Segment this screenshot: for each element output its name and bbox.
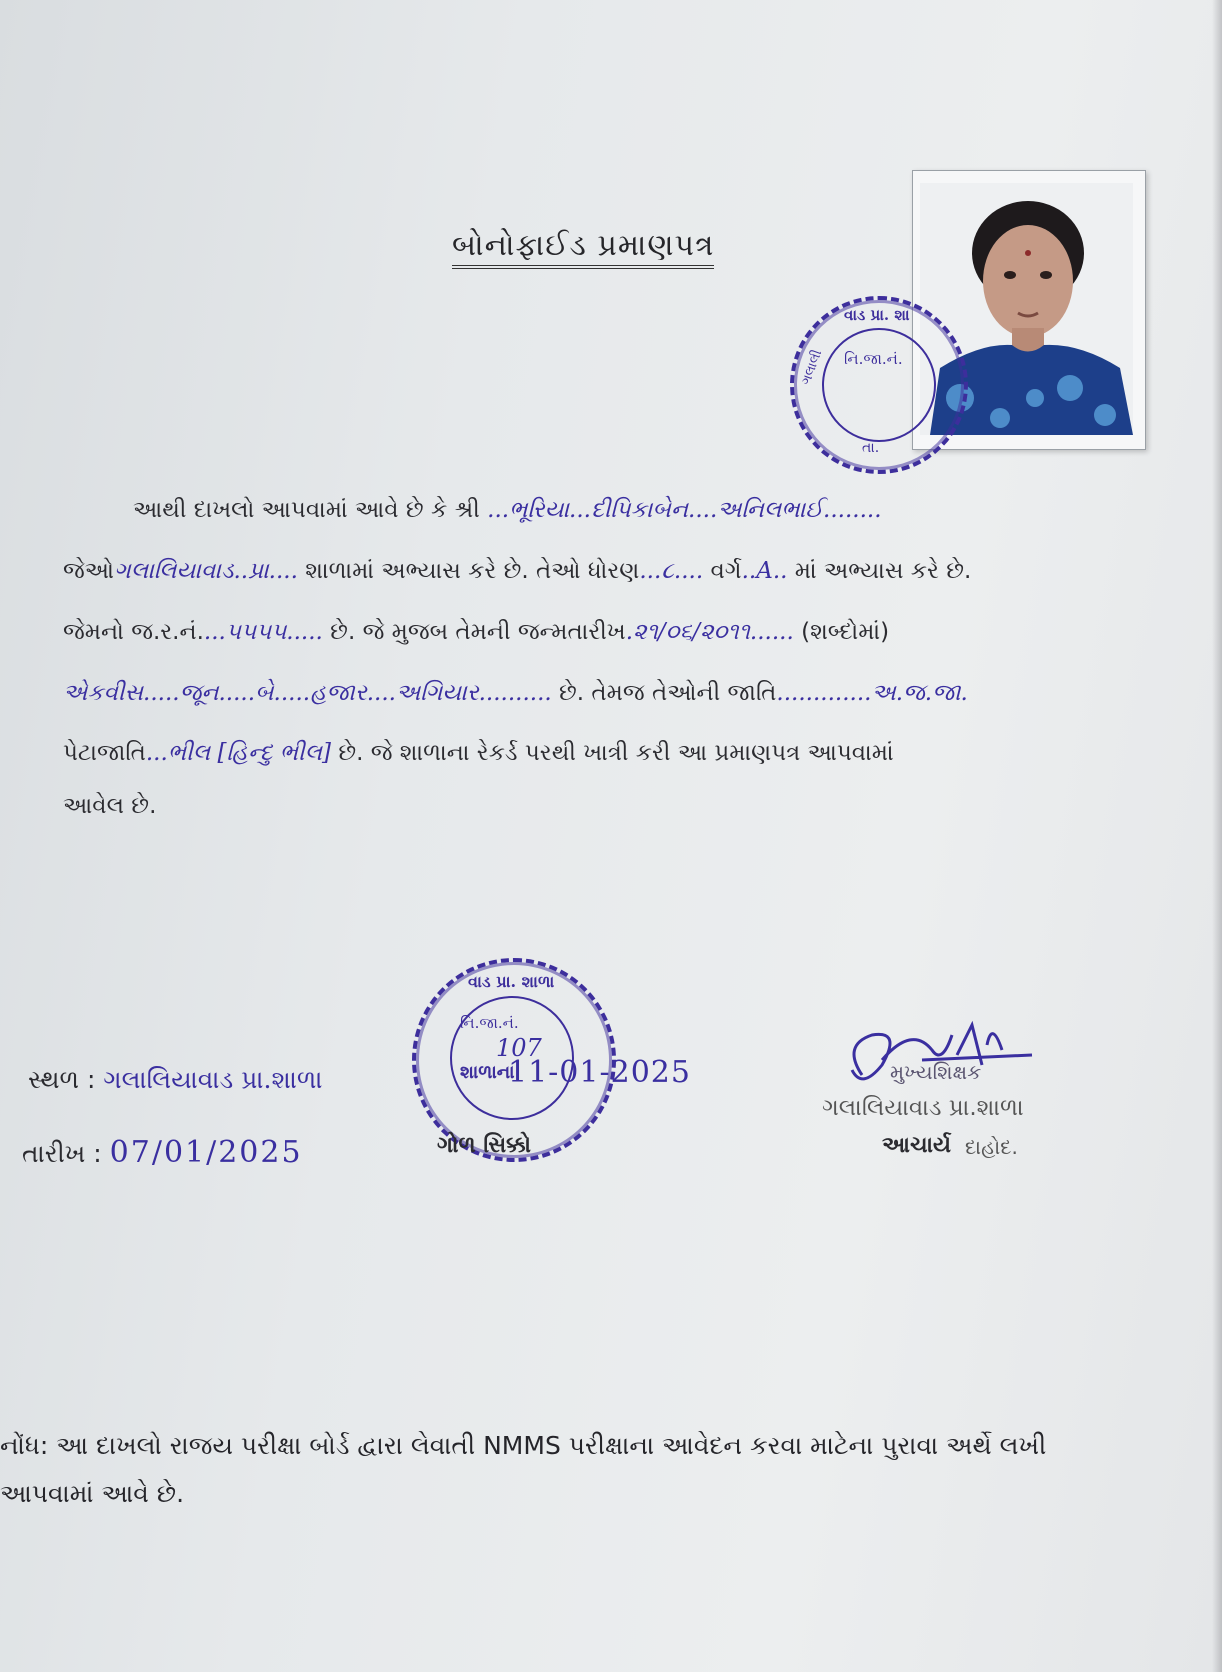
- photo-seal-stamp: [790, 296, 968, 474]
- signature-scribble: [822, 1005, 1102, 1105]
- photo-seal-side-text: ગલાલી: [798, 347, 826, 388]
- date-label: તારીખ :: [22, 1139, 102, 1168]
- line3-prefix: જેમનો જ.ર.નં.: [63, 619, 204, 645]
- date-value: 07/01/2025: [109, 1135, 303, 1170]
- signature-school-name: ગલાલિયાવાડ પ્રા.શાળા: [822, 1095, 1024, 1121]
- line5-prefix: પેટાજાતિ: [63, 740, 146, 766]
- round-seal-school-text: શાળાના: [460, 1062, 515, 1083]
- round-seal-label: ગોળ સિક્કો: [437, 1133, 532, 1158]
- body-line-1: [133, 497, 882, 523]
- photo-seal-reg-text: નિ.જા.નં.: [844, 350, 903, 368]
- school-name-field: ગલાલિયાવાડ..પ્રા....: [114, 558, 298, 584]
- round-seal-date: 11-01-2025: [508, 1055, 691, 1090]
- body-line-5: [63, 740, 894, 766]
- class-field: ..A..: [741, 558, 788, 584]
- birth-date-words-field: એકવીસ.....જૂન.....બે.....હજાર....અગિયાર..........: [63, 680, 552, 706]
- photo-seal-inner-ring: [822, 328, 936, 442]
- round-seal-top-text: વાડ પ્રા. શાળા: [468, 972, 555, 991]
- place-line: [28, 1065, 323, 1095]
- place-label: સ્થળ :: [28, 1065, 96, 1094]
- principal-signature: [822, 1005, 1102, 1165]
- photo-seal-taluka-text: તા.: [862, 440, 880, 456]
- date-line: [22, 1135, 303, 1170]
- class-label: વર્ગ: [710, 558, 742, 584]
- body-line-3: [63, 619, 889, 645]
- document-title: બોનોફાઈડ પ્રમાણપત્ર: [452, 228, 714, 269]
- body-line-2: [63, 558, 971, 584]
- paper-edge: [1212, 0, 1222, 1672]
- body-line-6: આવેલ છે.: [63, 793, 157, 819]
- place-value: ગલાલિયાવાડ પ્રા.શાળા: [103, 1065, 323, 1094]
- line2-suffix: માં અભ્યાસ કરે છે.: [794, 558, 972, 584]
- line2-mid: શાળામાં અભ્યાસ કરે છે. તેઓ ધોરણ: [305, 558, 640, 584]
- subcaste-field: ...ભીલ [હિન્દુ ભીલ]: [145, 740, 331, 766]
- line4-mid: છે. તેમજ તેઓની જાતિ: [559, 680, 777, 706]
- birth-date-field: .૨૧/૦૬/૨૦૧૧......: [625, 619, 794, 645]
- student-name-field: ...ભૂરિયા...દીપિકાબેન....અનિલભાઈ........: [487, 497, 882, 523]
- line3-mid: છે. જે મુજબ તેમની જન્મતારીખ: [330, 619, 626, 645]
- round-seal-number: 107: [496, 1034, 542, 1062]
- gr-number-field: ...૫૫૫૫.....: [203, 619, 323, 645]
- signature-stamp-word: મુખ્યશિક્ષક: [890, 1060, 982, 1084]
- photo-seal-top-text: વાડ પ્રા. શા: [844, 306, 910, 324]
- line3-suffix: (શબ્દોમાં): [801, 619, 890, 645]
- footnote: નોંધ: આ દાખલો રાજય પરીક્ષા બોર્ડ દ્વારા લેવાતી NMMS પરીક્ષાના આવેદન કરવા માટેના પુરાવા અર્થે લખી આપવામાં આવે છે.: [0, 1431, 1047, 1508]
- standard-field: ...૮....: [639, 558, 704, 584]
- body-line-4: [63, 680, 968, 706]
- line2-prefix: જેઓ: [63, 558, 115, 584]
- signature-taluka: દાહોદ.: [965, 1135, 1018, 1159]
- caste-field: .............અ.જ.જા.: [776, 680, 968, 706]
- principal-title: આચાર્ય: [882, 1133, 951, 1158]
- round-seal-reg-text: નિ.જા.નં.: [460, 1014, 519, 1032]
- line5-suffix: છે. જે શાળાના રેકર્ડ પરથી ખાત્રી કરી આ પ્રમાણપત્ર આપવામાં: [338, 740, 894, 766]
- line1-prefix: આથી દાખલો આપવામાં આવે છે કે શ્રી: [133, 497, 480, 523]
